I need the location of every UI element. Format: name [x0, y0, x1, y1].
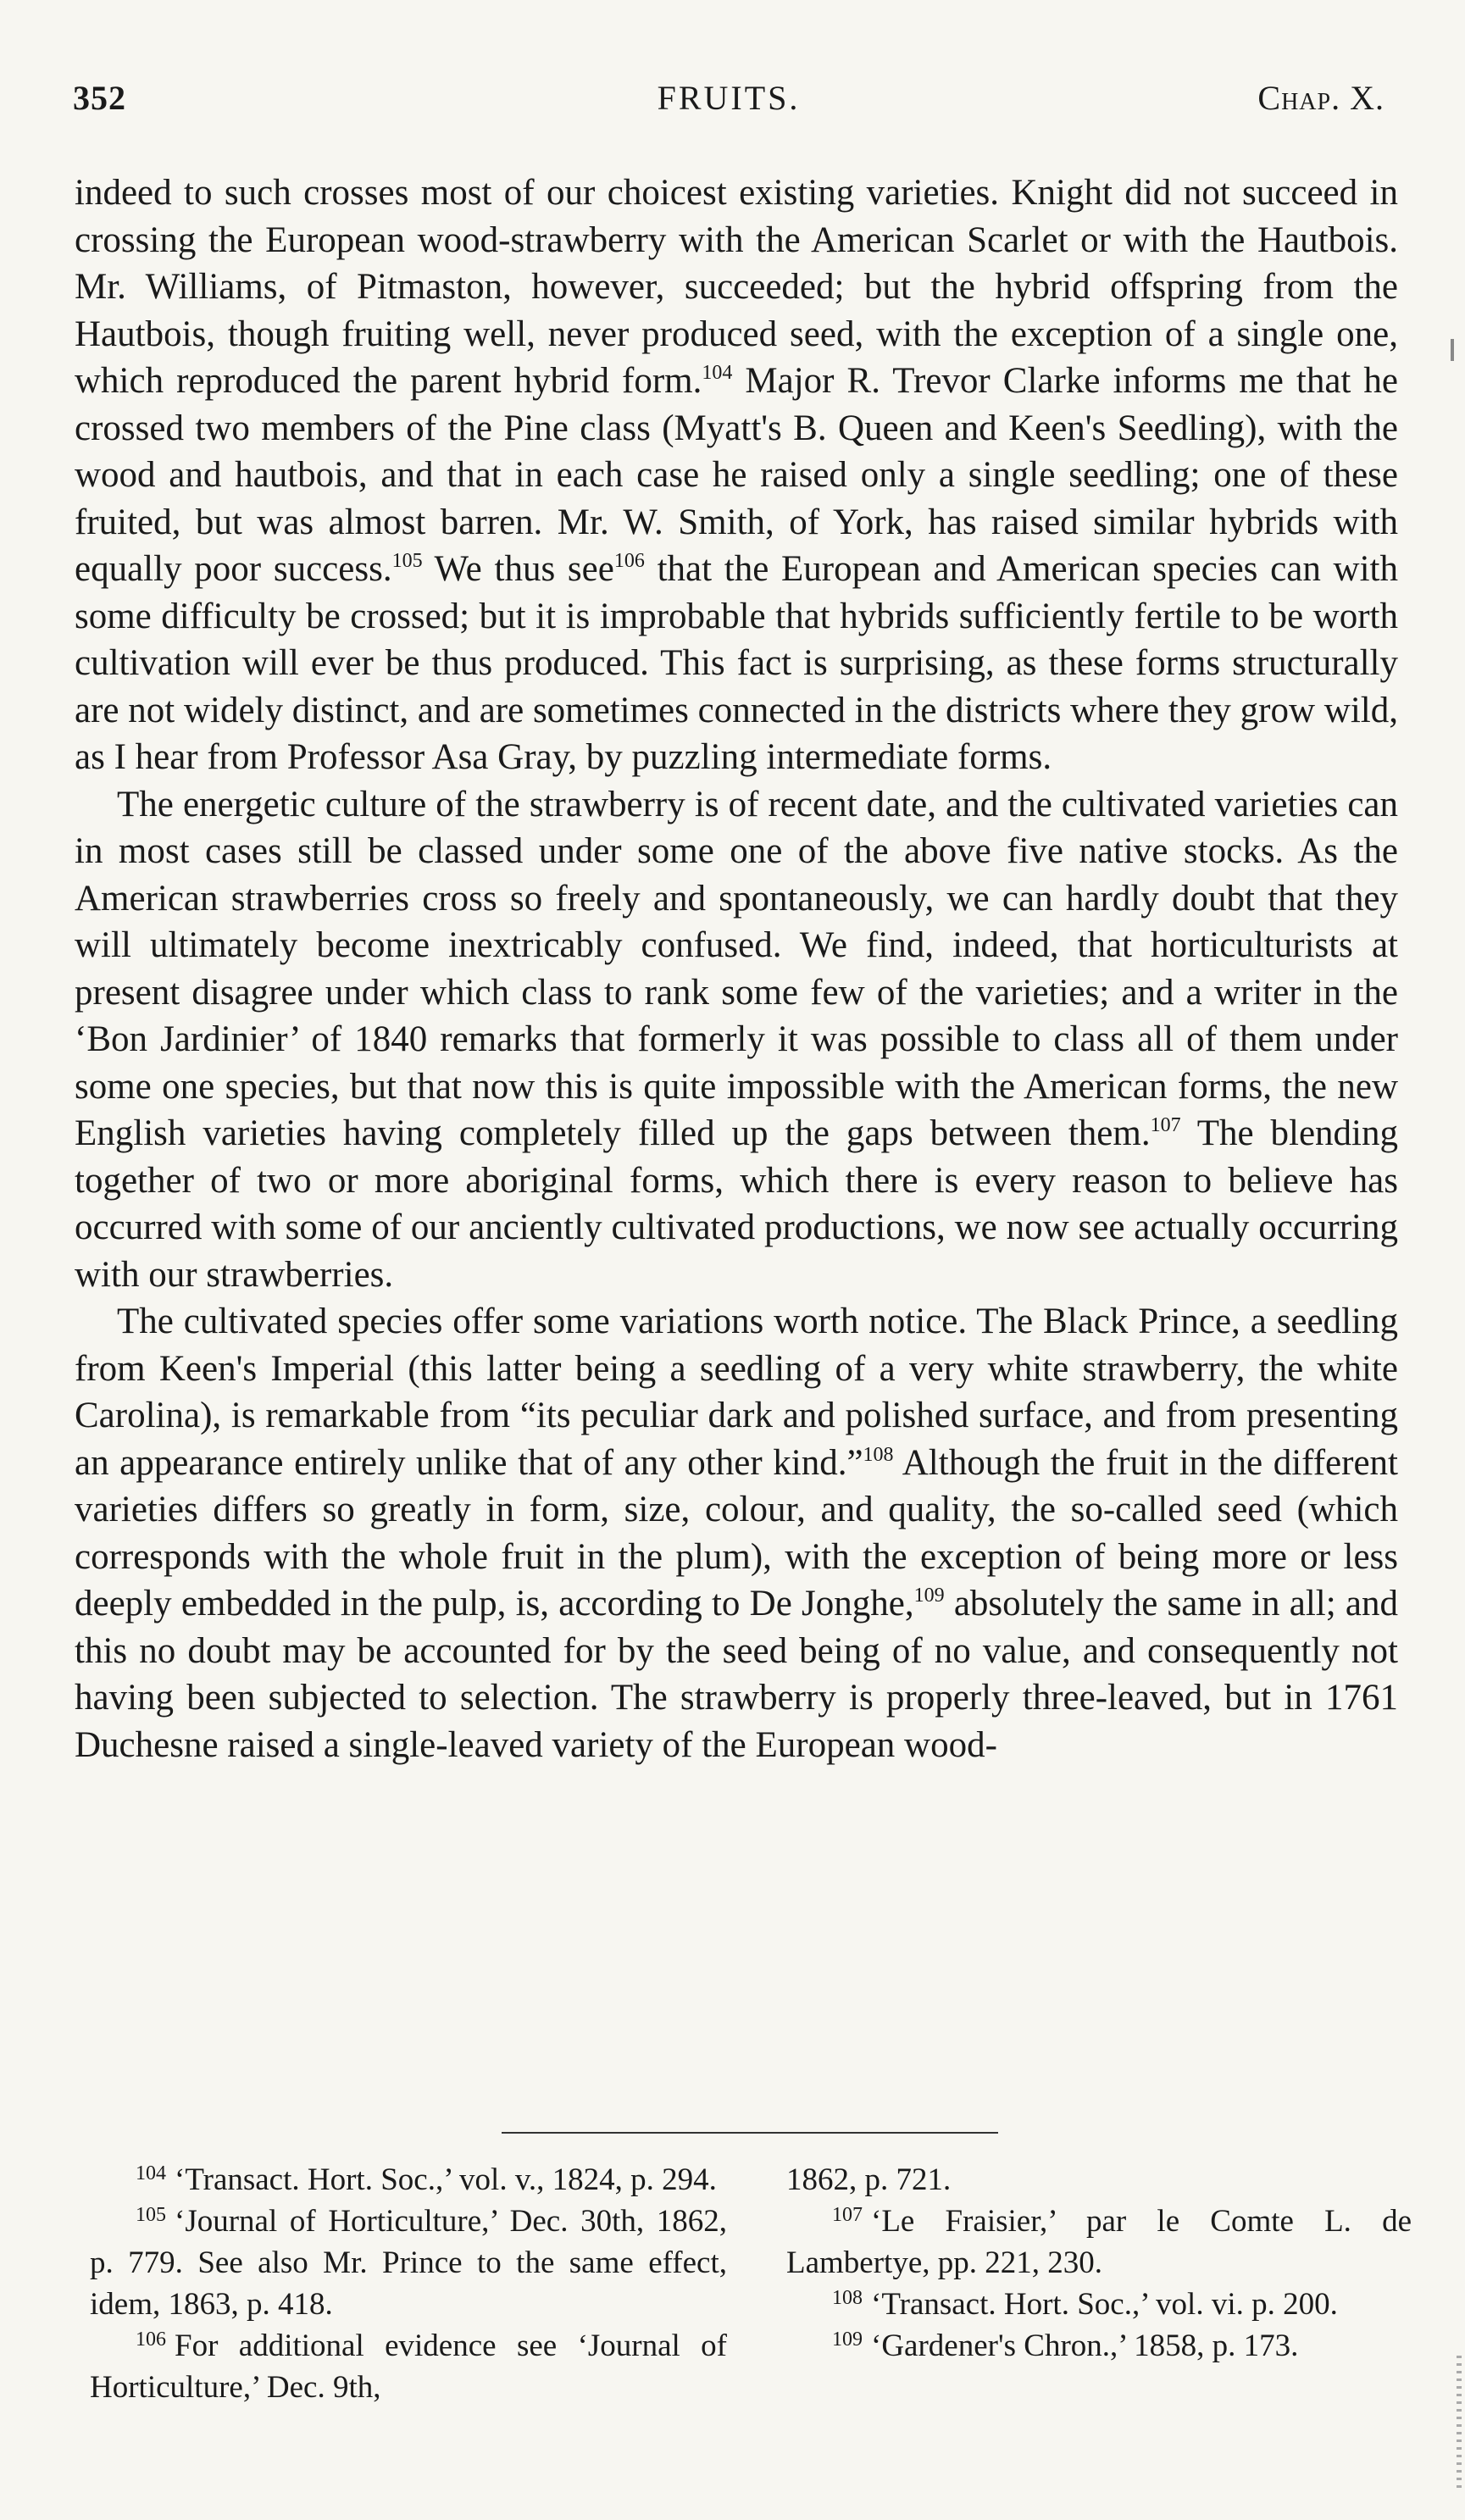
footnote-column-left: [90, 2159, 727, 2408]
footnote: [90, 2201, 727, 2325]
text-run: The energetic culture of the strawberry is of recent date, and the cultivated varieties can in most cases still be classed under some one of the above five native stocks. As the American strawberries cross so freely and spontaneously, we can hardly doubt that they will ultimately become inextricably confused. We find, indeed, that horticulturists at present disagree under which class to rank some few of the varieties; and a writer in the ‘Bon Jardinier’ of 1840 remarks that formerly it was possible to class all of them under some one species, but that now this is quite impossible with the American forms, the new English varieties having completely filled up the gaps between them.: [75, 784, 1398, 1153]
footnote-text: 1862, p. 721.: [786, 2162, 952, 2197]
footnote-number: 105: [136, 2204, 166, 2226]
paragraph: [75, 781, 1398, 1299]
margin-mark: [1451, 339, 1454, 361]
footnote-text: ‘Transact. Hort. Soc.,’ vol. vi. p. 200.: [871, 2287, 1338, 2322]
footnote: [90, 2159, 727, 2201]
footnote-rule: [502, 2132, 998, 2134]
footnote-reference: 109: [913, 1585, 945, 1607]
footnote: [786, 2284, 1412, 2325]
body-text: [75, 169, 1398, 1768]
paragraph: [75, 1298, 1398, 1768]
text-run: The blending together of two or more aboriginal forms, which there is every reason to believe has occurred with some of our anciently cultivated productions, we now see actually occurring with our strawberries.: [75, 1113, 1398, 1295]
paragraph: [75, 169, 1398, 781]
footnote-number: 108: [832, 2287, 863, 2309]
footnote-text: ‘Le Fraisier,’ par le Comte L. de Lambertye, pp. 221, 230.: [786, 2204, 1412, 2280]
footnote: [90, 2325, 727, 2408]
chapter-label: Chap. X.: [1257, 79, 1385, 117]
footnote-reference: 104: [702, 362, 733, 384]
footnote: [786, 2325, 1412, 2367]
footnote-column-right: [786, 2159, 1412, 2367]
text-run: that the European and American species can with some difficulty be crossed; but it is improbable that hybrids sufficiently fertile to be worth cultivation will ever be thus produced. This fact is surprising, as these forms structurally are not widely distinct, and are sometimes connected in the districts where they grow wild, as I hear from Professor Asa Gray, by puzzling intermediate forms.: [75, 549, 1399, 777]
text-run: We thus see: [422, 549, 614, 589]
text-run: The cultivated species offer some variations worth notice. The Black Prince, a seedling from Keen's Imperial (this latter being a seedling of a very white strawberry, the white Carolina), is remarkable from “its peculiar dark and polished surface, and from presenting an appearance entirely unlike that of any other kind.”: [75, 1302, 1398, 1483]
page-header: [73, 78, 1385, 129]
footnote: [786, 2159, 1412, 2201]
footnote-number: 107: [832, 2204, 863, 2226]
footnote: [786, 2201, 1412, 2284]
page-number: 352: [73, 79, 126, 117]
footnote-number: 104: [136, 2162, 166, 2184]
text-run: indeed to such crosses most of our choicest existing varieties. Knight did not succeed in crossing the European wood-strawberry with the American Scarlet or with the Hautbois. Mr. Williams, of Pitmaston, however, succeeded; but the hybrid offspring from the Hautbois, though fruiting well, never produced seed, with the exception of a single one, which reproduced the parent hybrid form.: [75, 173, 1398, 401]
footnote-number: 106: [136, 2329, 166, 2351]
footnote-text: For additional evidence see ‘Journal of Horticulture,’ Dec. 9th,: [90, 2329, 727, 2405]
footnote-reference: 107: [1150, 1114, 1181, 1136]
footnote-number: 109: [832, 2329, 863, 2351]
running-title: FRUITS.: [657, 79, 801, 117]
footnote-reference: 106: [613, 550, 645, 572]
footnote-text: ‘Gardener's Chron.,’ 1858, p. 173.: [871, 2329, 1299, 2363]
text-run: absolutely the same in all; and this no doubt may be accounted for by the seed being of no value, and consequently not having been subjected to selection. The strawberry is properly three-leaved, but in 1761 Duchesne raised a single-leaved variety of the European wood-: [75, 1584, 1398, 1765]
footnote-reference: 105: [391, 550, 423, 572]
footnote-reference: 108: [863, 1443, 894, 1466]
footnote-text: ‘Journal of Horticulture,’ Dec. 30th, 1862, p. 779. See also Mr. Prince to the same effect, idem, 1863, p. 418.: [90, 2204, 727, 2322]
text-run: Although the fruit in the different varieties differs so greatly in form, size, colour, and quality, the so-called seed (which corresponds with the whole fruit in the plum), with the exception of being more or less deeply embedded in the pulp, is, according to De Jonghe,: [75, 1442, 1398, 1624]
page-edge-speckle: [1457, 2356, 1462, 2491]
footnote-text: ‘Transact. Hort. Soc.,’ vol. v., 1824, p. 294.: [175, 2162, 717, 2197]
text-run: Major R. Trevor Clarke informs me that he crossed two members of the Pine class (Myatt's B. Queen and Keen's Seedling), with the wood and hautbois, and that in each case he raised only a single seedling; one of these fruited, but was almost barren. Mr. W. Smith, of York, has raised similar hybrids with equally poor success.: [75, 361, 1398, 589]
